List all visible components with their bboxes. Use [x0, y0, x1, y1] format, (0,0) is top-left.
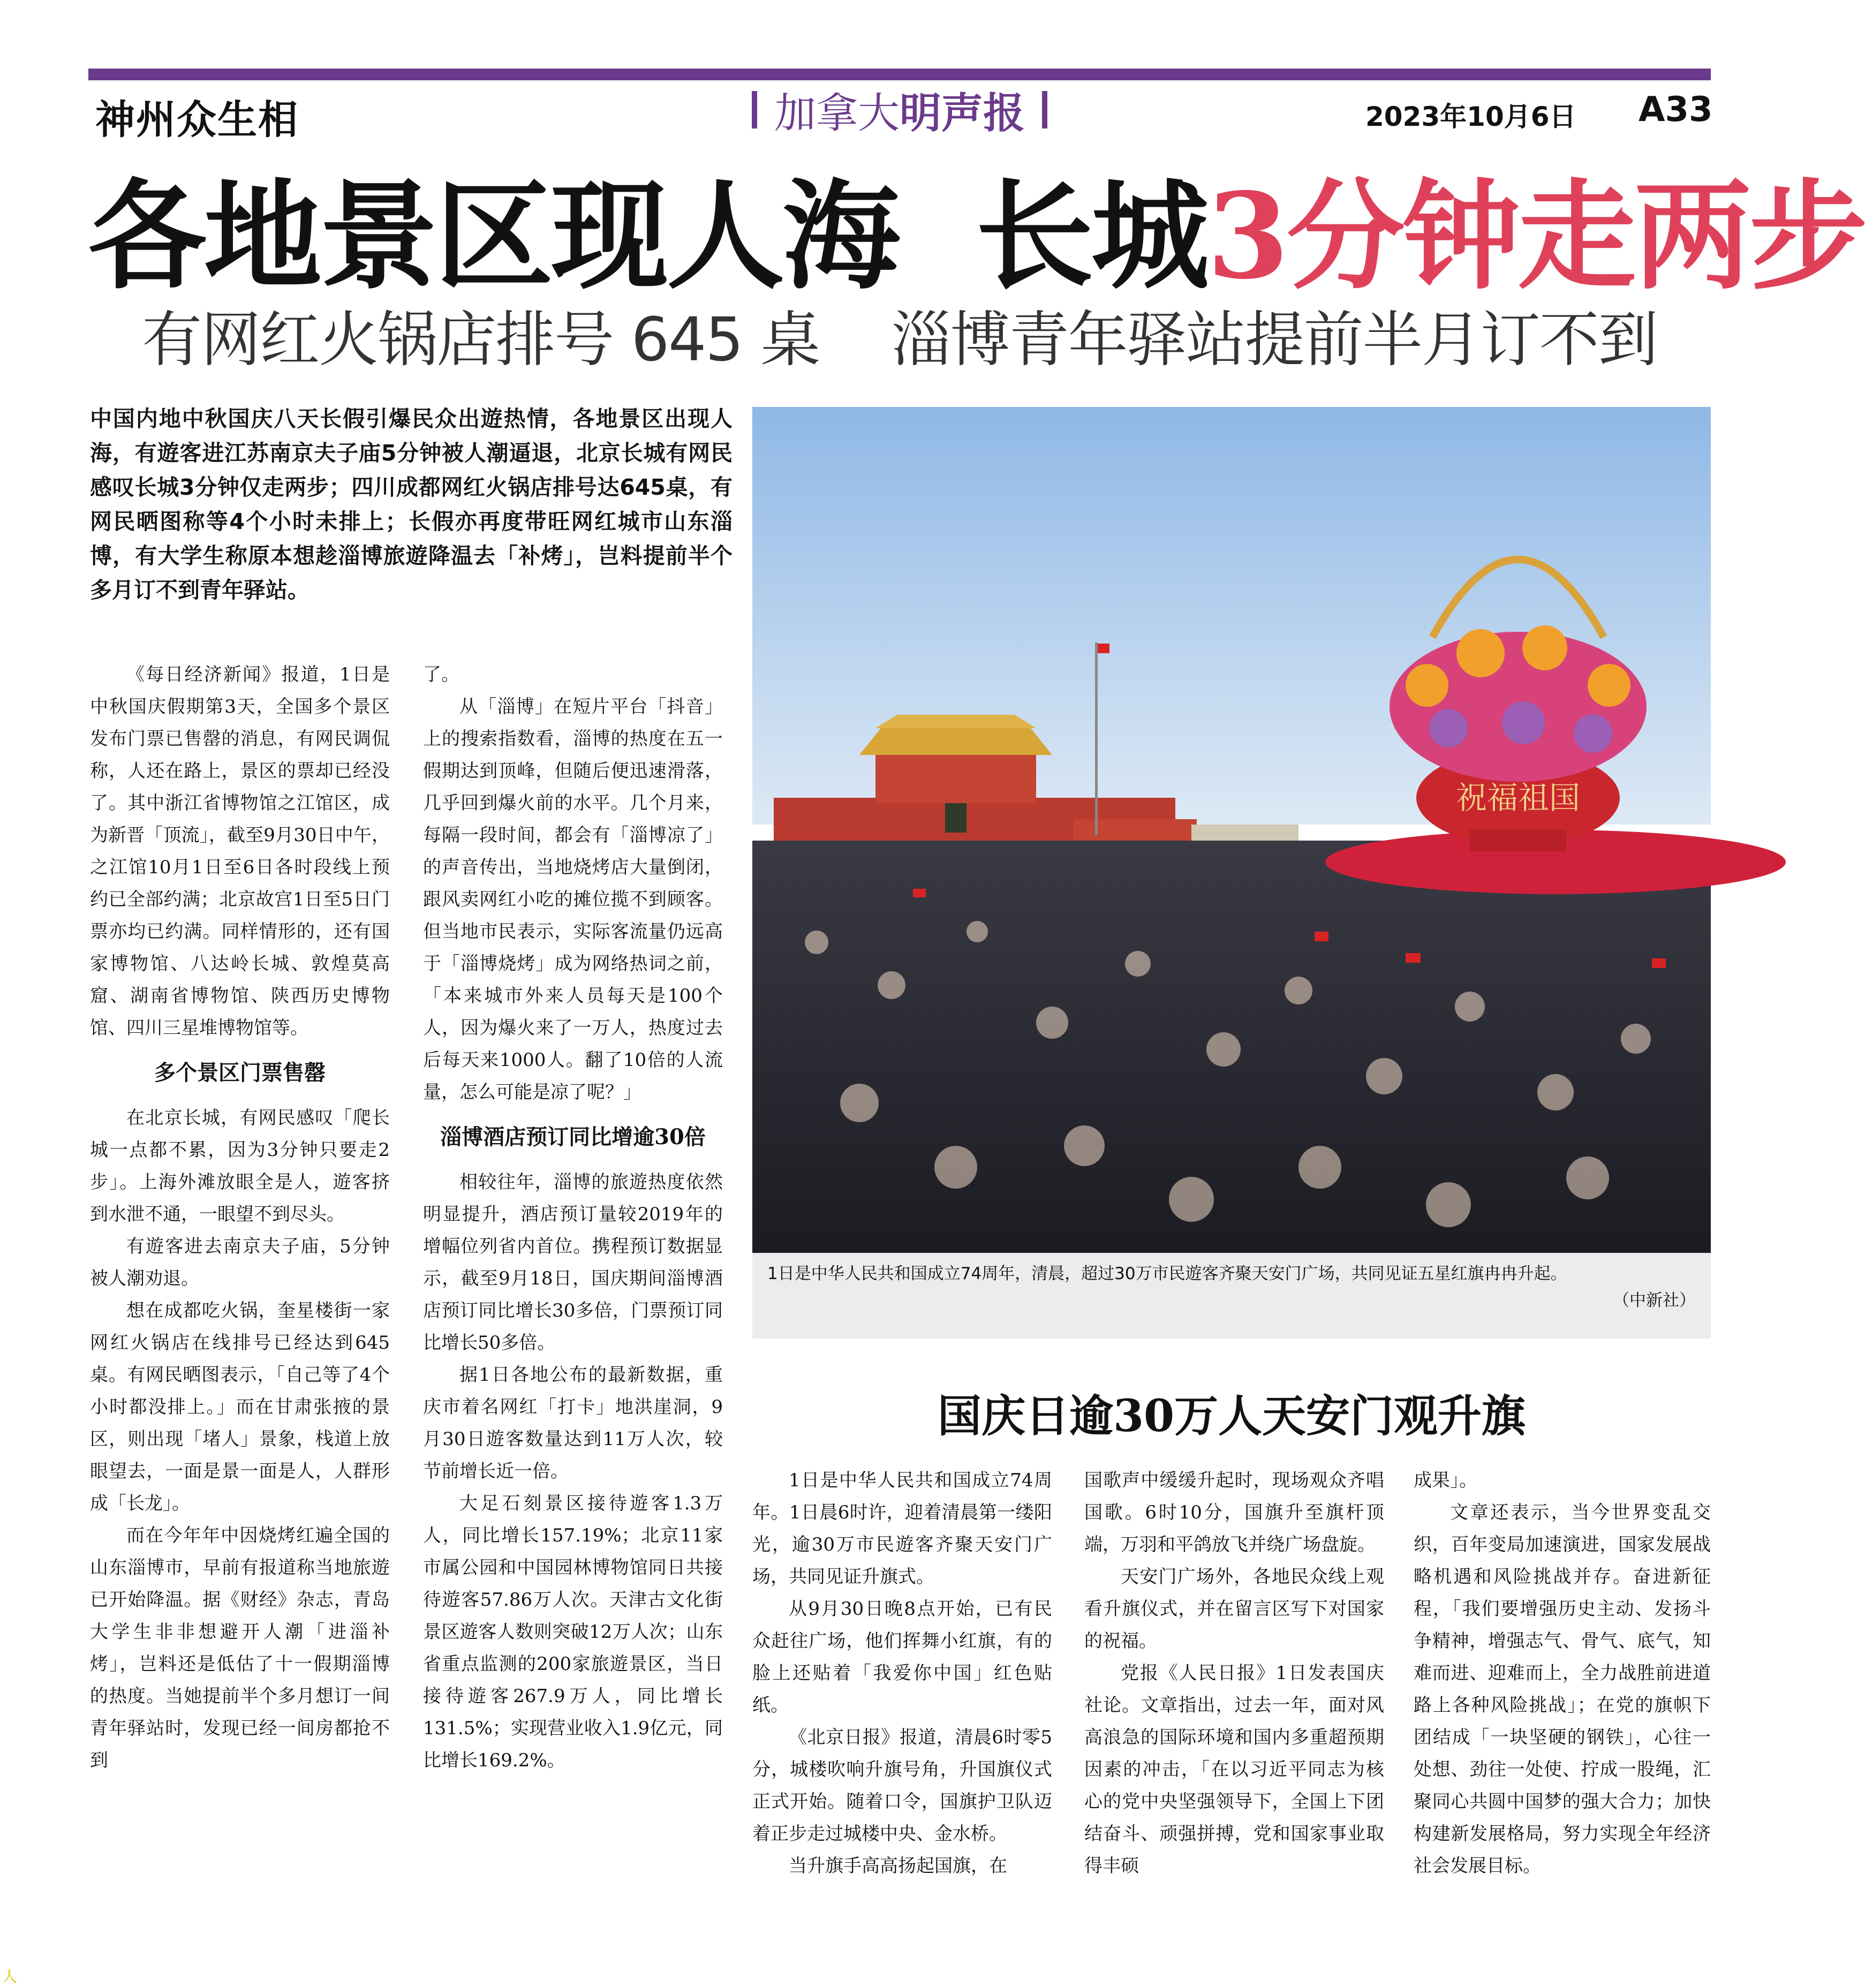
- subheadline: 有网红火锅店排号 645 桌 淄博青年驿站提前半月订不到: [142, 305, 1657, 375]
- paragraph: 国歌声中缓缓升起时，现场观众齐唱国歌。6时10分，国旗升至旗杆顶端，万羽和平鸽放飞并绕广场盘旋。: [1084, 1470, 1384, 1555]
- article2-column-1: [752, 1464, 1052, 1882]
- article2-title: 国庆日逾30万人天安门观升旗: [937, 1390, 1526, 1442]
- paragraph: 《北京日报》报道，清晨6时零5分，城楼吹响升旗号角，升国旗仪式正式开始。随着口令，国旗护卫队迈着正步走过城楼中央、金水桥。: [752, 1727, 1052, 1845]
- headline-black: 各地景区现人海 长城: [88, 167, 1207, 305]
- paragraph: 有遊客进去南京夫子庙，5分钟被人潮劝退。: [90, 1236, 390, 1289]
- masthead-divider-right: [1042, 91, 1047, 128]
- paragraph: 党报《人民日报》1日发表国庆社论。文章指出，过去一年，面对风高浪急的国际环境和国内多重超预期因素的冲击，「在以习近平同志为核心的党中央坚强领导下，全国上下团结奋斗、顽强拼搏，党和国家事业取得丰硕: [1084, 1662, 1384, 1877]
- subhead: 多个景区门票售罄: [154, 1060, 326, 1085]
- paragraph: 相较往年，淄博的旅遊热度依然明显提升，酒店预订量较2019年的增幅位列省内首位。携程预订数据显示，截至9月18日，国庆期间淄博酒店预订同比增长30多倍，门票预订同比增长50多倍。: [423, 1171, 723, 1354]
- masthead-divider-left: [752, 91, 757, 128]
- issue-date: 2023年10月6日: [1365, 101, 1576, 132]
- paragraph: 《每日经济新闻》报道，1日是中秋国庆假期第3天，全国多个景区发布门票已售罄的消息，有网民调侃称，人还在路上，景区的票却已经没了。其中浙江省博物馆之江馆区，成为新晋「顶流」，截至9月30日中午，之江馆10月1日至6日各时段线上预约已全部约满；北京故宫1日至5日门票亦均已约满。同样情形的，还有国家博物馆、八达岭长城、敦煌莫高窟、湖南省博物馆、陕西历史博物馆、四川三星堆博物馆等。: [90, 664, 390, 1039]
- paragraph: 了。: [423, 664, 459, 685]
- paragraph: 想在成都吃火锅，奎星楼街一家网红火锅店在线排号已经达到645桌。有网民晒图表示，「自己等了4个小时都没排上。」而在甘肃张掖的景区，则出现「堵人」景象，栈道上放眼望去，一面是景一面是人，人群形成「长龙」。: [90, 1300, 390, 1514]
- lead-paragraph: 中国内地中秋国庆八天长假引爆民众出遊热情，各地景区出现人海，有遊客进江苏南京夫子庙5分钟被人潮逼退，北京长城有网民感叹长城3分钟仅走两步；四川成都网红火锅店排号达645桌，有网民晒图称等4个小时未排上；长假亦再度带旺网红城市山东淄博，有大学生称原本想趁淄博旅遊降温去「补烤」，岂料提前半个多月订不到青年驿站。: [90, 406, 733, 603]
- page-number: A33: [1639, 90, 1713, 130]
- headline-red: 3分钟走两步: [1207, 167, 1865, 305]
- header-accent-bar: [88, 69, 1711, 80]
- paragraph: 据1日各地公布的最新数据，重庆市着名网红「打卡」地洪崖洞，9月30日遊客数量达到11万人次，较节前增长近一倍。: [423, 1364, 723, 1482]
- paragraph: 从9月30日晚8点开始，已有民众赶往广场，他们挥舞小红旗，有的脸上还贴着「我爱你中国」红色贴纸。: [752, 1598, 1052, 1716]
- paragraph: 从「淄博」在短片平台「抖音」上的搜索指数看，淄博的热度在五一假期达到顶峰，但随后便迅速滑落，几乎回到爆火前的水平。几个月来，每隔一段时间，都会有「淄博凉了」的声音传出，当地烧烤店大量倒闭，跟风卖网红小吃的摊位揽不到顾客。但当地市民表示，实际客流量仍远高于「淄博烧烤」成为网络热词之前，「本来城市外来人员每天是100个人，因为爆火来了一万人，热度过去后每天来1000人。翻了10倍的人流量，怎么可能是凉了呢？」: [423, 696, 723, 1103]
- article2-column-3: [1414, 1464, 1711, 1882]
- paragraph: 1日是中华人民共和国成立74周年。1日晨6时许，迎着清晨第一缕阳光，逾30万市民遊客齐聚天安门广场，共同见证升旗式。: [752, 1470, 1052, 1588]
- caption-credit: （中新社）: [1613, 1291, 1696, 1310]
- masthead-plain: 加拿大: [774, 89, 900, 138]
- paragraph: 当升旗手高高扬起国旗，在: [789, 1855, 1007, 1877]
- main-headline: [88, 142, 1865, 311]
- subhead: 淄博酒店预订同比增逾30倍: [440, 1124, 706, 1150]
- section-title: 神州众生相: [95, 97, 299, 143]
- masthead: [728, 80, 1071, 139]
- paragraph: 天安门广场外，各地民众线上观看升旗仪式，并在留言区写下对国家的祝福。: [1084, 1566, 1384, 1652]
- paragraph: 大足石刻景区接待遊客1.3万人，同比增长157.19%；北京11家市属公园和中国园林博物馆同日共接待遊客57.86万人次。天津古文化街景区遊客人数则突破12万人次；山东省重点监测的200家旅遊景区，当日接待遊客267.9万人，同比增长131.5%；实现营业收入1.9亿元，同比增长169.2%。: [423, 1493, 723, 1771]
- photo-caption: [752, 1253, 1711, 1339]
- basket-sign-text: 祝福祖国: [1455, 780, 1581, 816]
- paragraph: 文章还表示，当今世界变乱交织，百年变局加速演进，国家发展战略机遇和风险挑战并存。奋进新征程，「我们要增强历史主动、发扬斗争精神，增强志气、骨气、底气，知难而进、迎难而上，全力战胜前进道路上各种风险挑战」；在党的旗帜下团结成「一块坚硬的钢铁」，心往一处想、劲往一处使、拧成一股绳，汇聚同心共圆中国梦的强大合力；加快构建新发展格局，努力实现全年经济社会发展目标。: [1414, 1502, 1711, 1877]
- corner-mark: 人: [2, 1968, 18, 1985]
- article1-column-2: [423, 659, 723, 1777]
- tiananmen-crowd-photo: [752, 407, 1711, 1256]
- paragraph: 而在今年年中因烧烤红遍全国的山东淄博市，早前有报道称当地旅遊已开始降温。据《财经》杂志，青岛大学生非非想避开人潮「进淄补烤」，岂料还是低估了十一假期淄博的热度。当她提前半个多月想订一间青年驿站时，发现已经一间房都抢不到: [90, 1525, 390, 1771]
- article1-column-1: [90, 659, 390, 1777]
- article2-column-2: [1084, 1464, 1384, 1882]
- caption-text: 1日是中华人民共和国成立74周年，清晨，超过30万市民遊客齐聚天安门广场，共同见证五星红旗冉冉升起。: [767, 1264, 1567, 1283]
- paragraph: 成果」。: [1414, 1470, 1477, 1491]
- paragraph: 在北京长城，有网民感叹「爬长城一点都不累，因为3分钟只要走2步」。上海外滩放眼全是人，遊客挤到水泄不通，一眼望不到尽头。: [90, 1107, 390, 1225]
- masthead-bold: 明声报: [900, 89, 1025, 138]
